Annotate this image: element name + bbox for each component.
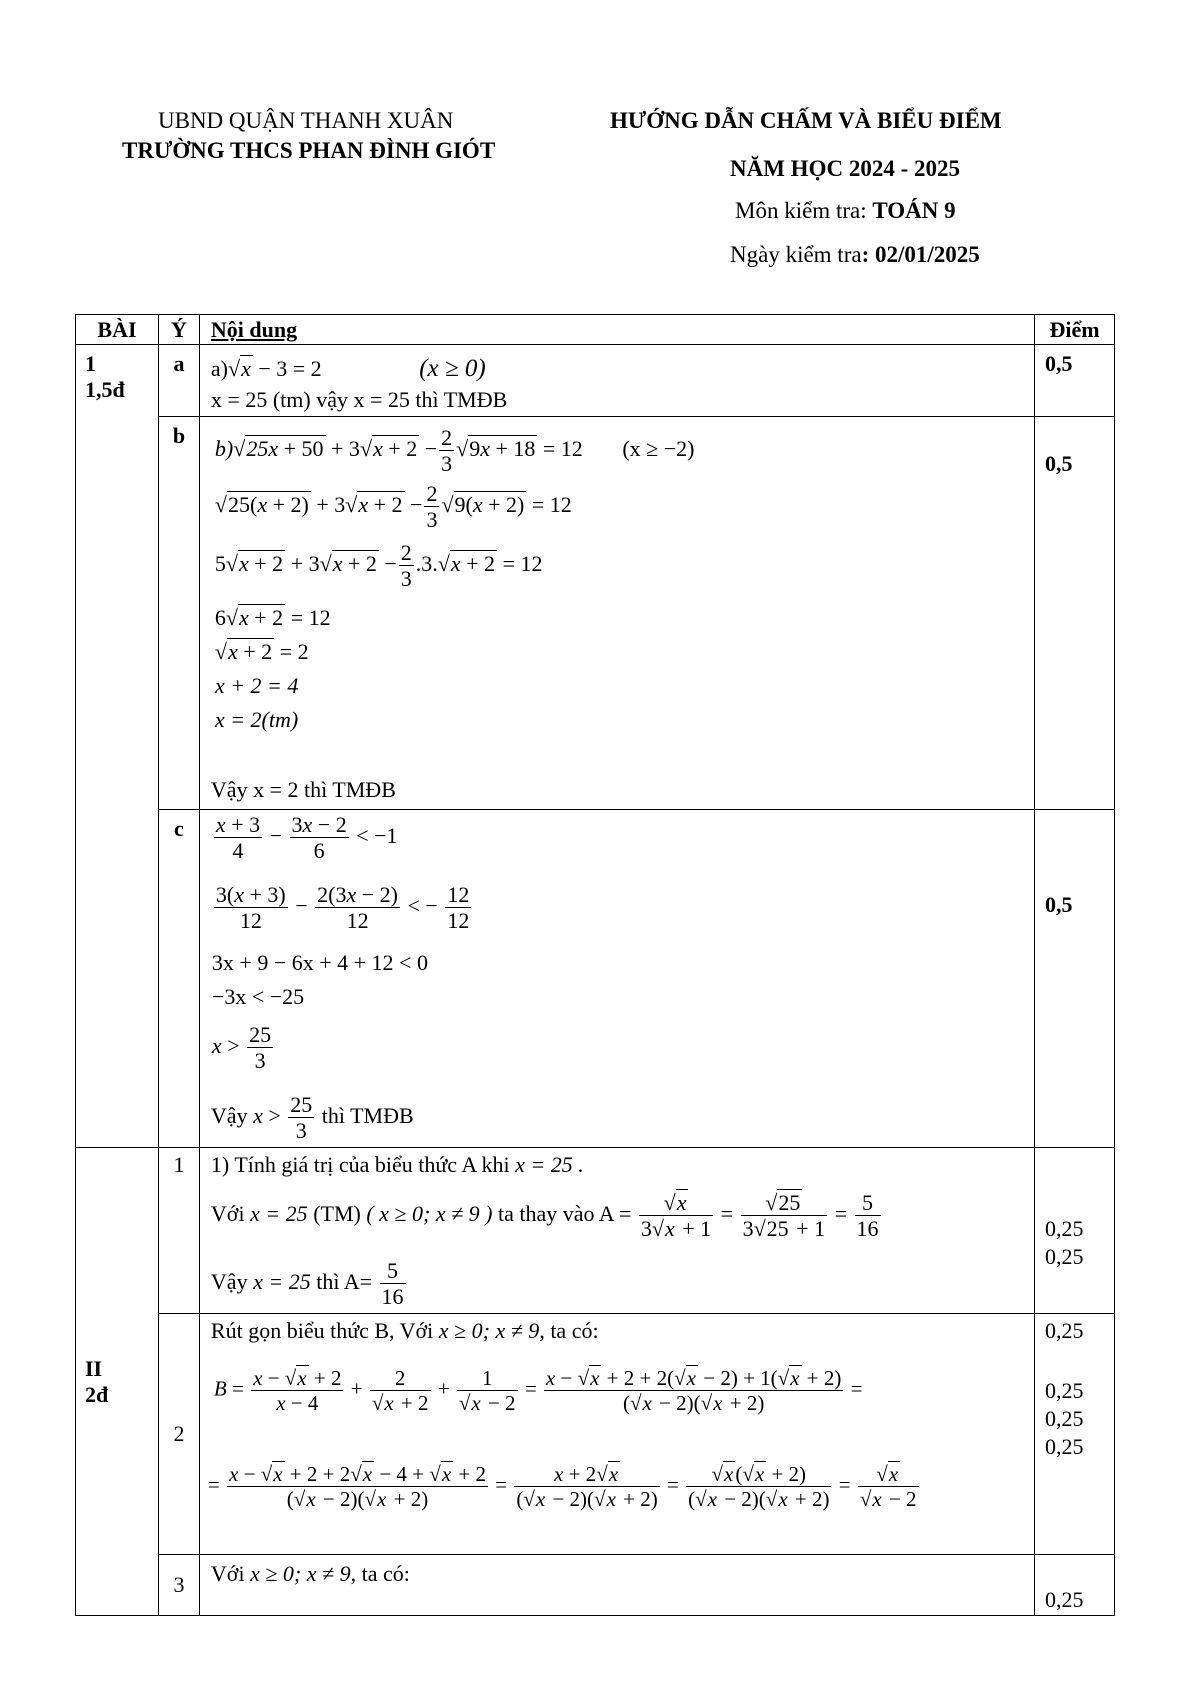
content-3	[199, 1555, 1034, 1616]
score-1-b: 0,25	[1045, 1244, 1084, 1269]
q1-subst-tm: (TM)	[307, 1200, 367, 1226]
y-a: a	[158, 345, 199, 417]
q1-result: Vậy x = 25 thì A= $\frac{5}{16}$	[210, 1258, 404, 1310]
ineq-c-2: $\frac{3(x + 3)}{12}$ − $\frac{2(3x - 2)}{12}$ < − $\frac{12}{12}$	[215, 882, 470, 934]
subject-value: TOÁN 9	[872, 198, 956, 223]
q2-intro-cond: x ≥ 0; x ≠ 9	[438, 1318, 540, 1343]
grading-table	[75, 314, 1115, 1616]
y-3: 3	[158, 1555, 199, 1616]
content-b	[199, 417, 1034, 810]
eq-a-cond: (x ≥ 0)	[419, 355, 486, 382]
q3-intro-rest: , ta có:	[350, 1561, 410, 1586]
answer-c-prefix: Vậy	[210, 1102, 254, 1128]
score-2-a: 0,25	[1045, 1318, 1084, 1343]
score-3-value: 0,25	[1045, 1587, 1084, 1612]
header-bai: BÀI	[76, 315, 159, 345]
score-2	[1035, 1314, 1115, 1555]
table-header-row	[76, 315, 1115, 345]
table-row	[76, 1555, 1115, 1616]
eq-a: a)√x − 3 = 2 (x ≥ 0)	[210, 355, 486, 382]
eq-b-2: √25(x + 2) + 3√x + 2 − $\frac{2}{3}$ √9(x + 2) = 12	[214, 481, 572, 533]
q1-task-text: 1) Tính giá trị của biểu thức A khi	[210, 1152, 516, 1177]
eq-b-cond: (x ≥ −2)	[622, 435, 695, 461]
eq-a-prefix: a)	[210, 356, 229, 381]
eq-b-3: 5√x + 2 + 3√x + 2 − $\frac{2}{3}$ .3.√x + 2 = 12	[214, 540, 543, 592]
eq-b-5: √x + 2 = 2	[214, 639, 309, 664]
school-name: TRƯỜNG THCS PHAN ĐÌNH GIÓT	[122, 138, 496, 163]
date-value: : 02/01/2025	[861, 242, 980, 267]
answer-a: x = 25 (tm) vậy x = 25 thì TMĐB	[210, 387, 508, 412]
doc-title: HƯỚNG DẪN CHẤM VÀ BIỂU ĐIỂM	[610, 108, 1002, 133]
q1-result-math: x = 25	[253, 1268, 311, 1294]
header-noi-dung	[199, 315, 1034, 345]
ineq-c-4: −3x < −25	[211, 984, 305, 1009]
content-2	[199, 1314, 1034, 1555]
y-c: c	[158, 810, 199, 1148]
ineq-c-5: x > $\frac{25}{3}$	[211, 1022, 272, 1074]
q1-task-math: x = 25 .	[515, 1152, 584, 1177]
eq-b-prefix: b)	[214, 435, 234, 461]
bai-2-points: 2đ	[85, 1381, 109, 1407]
table-row	[76, 417, 1115, 810]
header-y: Ý	[158, 315, 199, 345]
q1-subst: Với x = 25 (TM) ( x ≥ 0; x ≠ 9 ) ta thay vào A = $\frac{√x}{3√x + 1}$ = $\frac{√25}{3√25 + 1}$ = $\frac{5}{16}$	[210, 1190, 879, 1242]
header-diem: Điểm	[1035, 315, 1115, 345]
date-label: Ngày kiểm tra	[730, 242, 862, 267]
y-b: b	[158, 417, 199, 810]
bai-2-label: II	[85, 1355, 103, 1381]
y-2: 2	[158, 1314, 199, 1555]
subject-label: Môn kiểm tra:	[735, 198, 873, 223]
q2-eq-2: = $\frac{x - √x + 2 + 2√x - 4 + √x + 2}{(√x - 2)(√x + 2)}$ = $\frac{x + 2√x}{(√x - 2)(√x + 2)}$ = $\frac{√x(√x + 2)}{(√x - 2)(√x + 2)}$ = $\frac{√x}{√x - 2}$	[207, 1462, 917, 1512]
score-2-d: 0,25	[1045, 1434, 1084, 1459]
answer-b: Vậy x = 2 thì TMĐB	[210, 777, 396, 802]
eq-b-6: x + 2 = 4	[214, 673, 299, 698]
score-3	[1035, 1555, 1115, 1616]
score-2-b: 0,25	[1045, 1378, 1084, 1403]
bai-2-cell	[76, 1148, 159, 1616]
y-1: 1	[158, 1148, 199, 1314]
score-2-c: 0,25	[1045, 1406, 1084, 1431]
content-1	[199, 1148, 1034, 1314]
eq-a-rest: − 3 = 2	[252, 356, 322, 381]
q1-subst-rest: ta thay vào A	[492, 1200, 614, 1226]
ineq-c-1: $\frac{x + 3}{4}$ − $\frac{3x - 2}{6}$ < −1	[215, 812, 398, 864]
table-row	[76, 345, 1115, 417]
date-line	[730, 242, 980, 268]
score-c: 0,5	[1035, 810, 1115, 1148]
score-1-a: 0,25	[1045, 1216, 1084, 1241]
q2-intro-rest: , ta có:	[539, 1318, 599, 1343]
q1-subst-cond: ( x ≥ 0; x ≠ 9 )	[366, 1200, 493, 1226]
score-a: 0,5	[1035, 345, 1115, 417]
score-1	[1035, 1148, 1115, 1314]
q3-intro	[211, 1561, 410, 1587]
q3-intro-text: Với	[210, 1561, 251, 1586]
content-a	[199, 345, 1034, 417]
q3-intro-cond: x ≥ 0; x ≠ 9	[250, 1561, 351, 1586]
eq-b-1: b)√25x + 50 + 3√x + 2 − $\frac{2}{3}$ √9x + 18 = 12 (x ≥ −2)	[214, 425, 695, 477]
score-b: 0,5	[1035, 417, 1115, 810]
bai-1-cell	[76, 345, 159, 1148]
table-row	[76, 810, 1115, 1148]
table-row	[76, 1314, 1115, 1555]
table-row	[76, 1148, 1115, 1314]
header-noi-dung-label: Nội dung	[210, 316, 298, 342]
answer-c: Vậy x > $\frac{25}{3}$ thì TMĐB	[210, 1092, 414, 1144]
q1-result-prefix: Vậy	[210, 1268, 254, 1294]
school-district: UBND QUẬN THANH XUÂN	[158, 108, 454, 133]
q2-intro	[211, 1318, 599, 1344]
q1-subst-math: x = 25	[250, 1200, 308, 1226]
school-year: NĂM HỌC 2024 - 2025	[730, 156, 960, 181]
eq-b-4: 6√x + 2 = 12	[214, 605, 331, 630]
subject-line	[735, 198, 956, 224]
q1-result-rest: thì A=	[310, 1268, 373, 1294]
q1-subst-prefix: Với	[210, 1200, 251, 1226]
q2-intro-text: Rút gọn biểu thức B, Với	[210, 1318, 439, 1343]
q1-task	[211, 1152, 584, 1178]
q2-eq-1: B = $\frac{x - √x + 2}{x - 4}$ + $\frac{2}{√x + 2}$ + $\frac{1}{√x - 2}$ = $\frac{x - √x + 2 + 2(√x - 2) + 1(√x + 2)}{(√x - 2)(√x + 2)}$ =	[213, 1366, 863, 1416]
ineq-c-3: 3x + 9 − 6x + 4 + 12 < 0	[211, 950, 428, 975]
eq-b-7: x = 2(tm)	[214, 707, 299, 732]
bai-1-points: 1,5đ	[85, 377, 125, 402]
bai-1-label: 1	[85, 351, 96, 376]
content-c	[199, 810, 1034, 1148]
answer-c-suffix: thì TMĐB	[316, 1102, 414, 1128]
